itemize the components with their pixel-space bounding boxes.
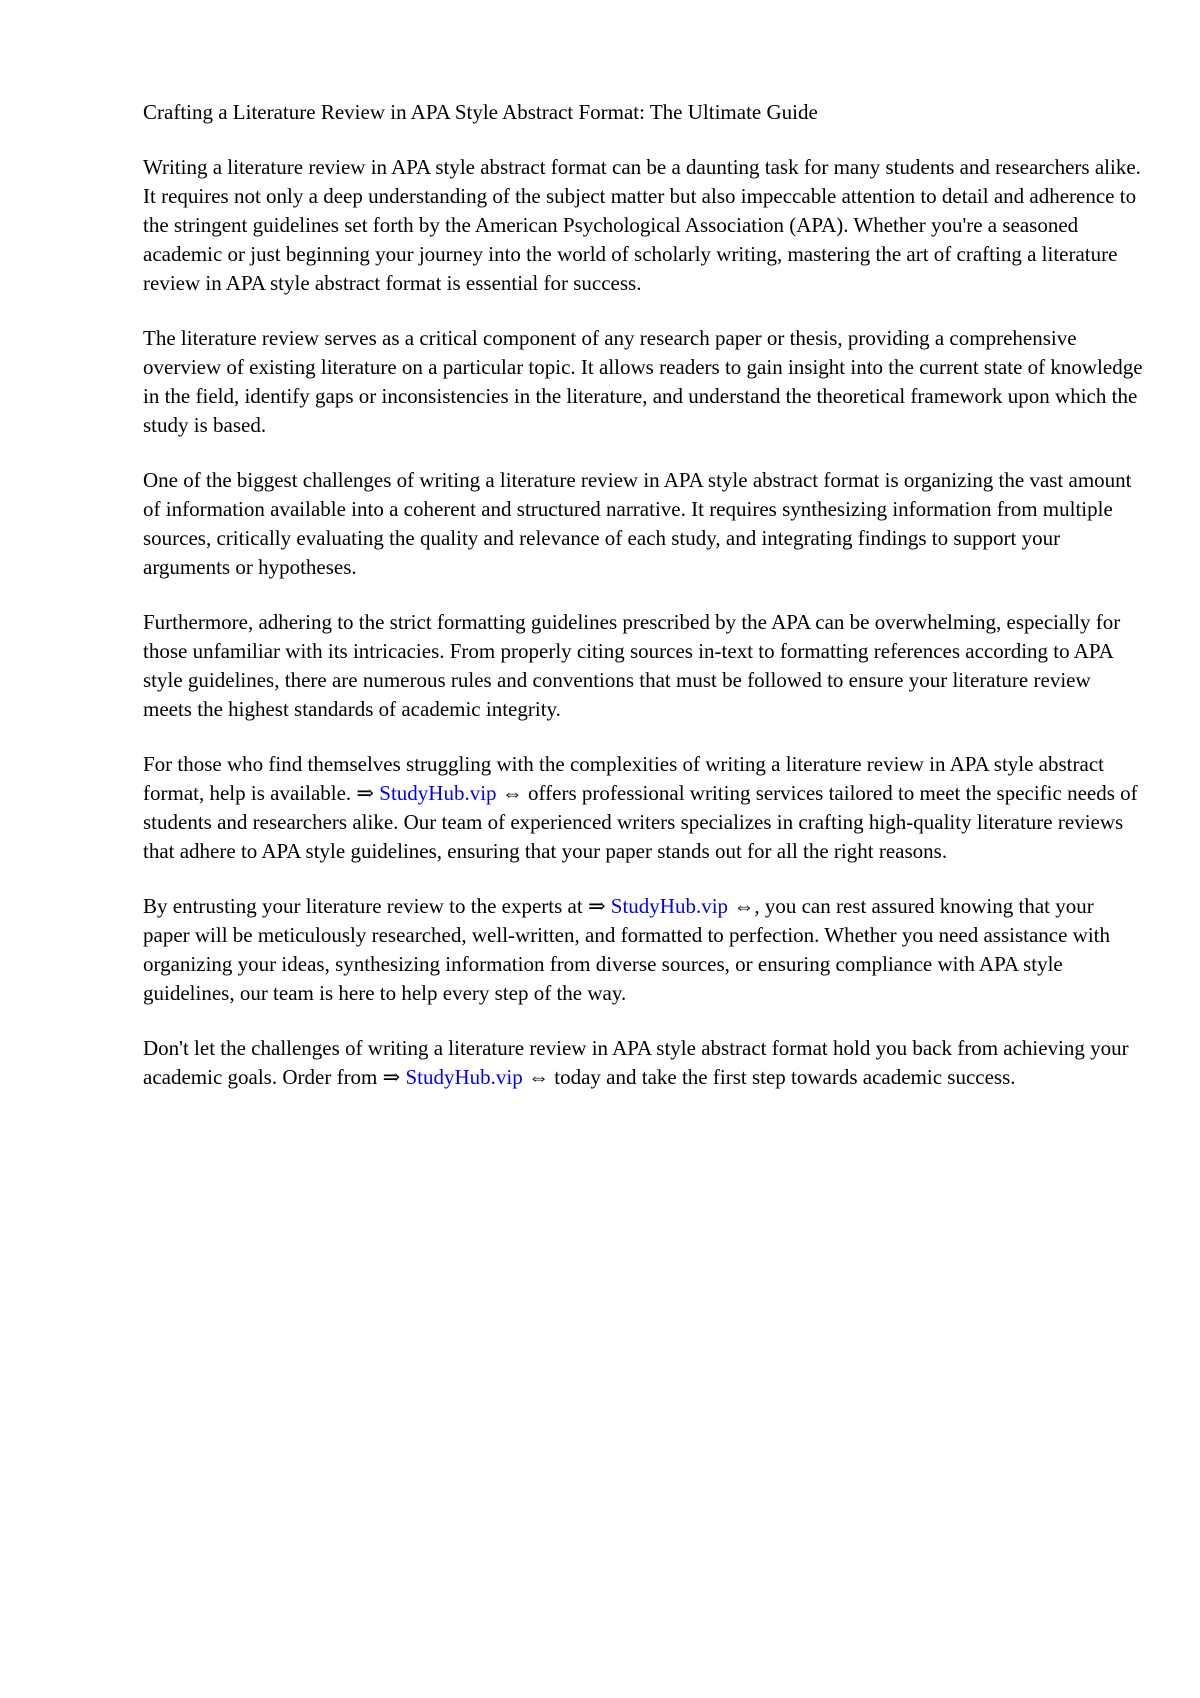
paragraph-help [143, 750, 1143, 866]
studyhub-link[interactable]: StudyHub.vip [405, 1065, 523, 1089]
paragraph-experts [143, 892, 1143, 1008]
paragraph-help-text-before: For those who find themselves struggling with the complexities of writing a literature review in APA style abstract format, help is available. ⇒ [143, 752, 1104, 805]
document-body [143, 98, 1143, 1118]
paragraph-help-text-after: ⇔ offers professional writing services tailored to meet the specific needs of students and researchers alike. Our team of experienced writers specializes in crafting high-quality literature reviews that adhere to APA style guidelines, ensuring that your paper stands out for all the right reasons. [143, 781, 1138, 863]
document-title: Crafting a Literature Review in APA Style Abstract Format: The Ultimate Guide [143, 100, 818, 124]
paragraph-experts-text-before: By entrusting your literature review to the experts at ⇒ [143, 894, 611, 918]
paragraph-closing-text-after: ⇔ today and take the first step towards academic success. [522, 1065, 1016, 1089]
paragraph-experts-text-after: ⇔, you can rest assured knowing that your paper will be meticulously researched, well-written, and formatted to perfection. Whether you need assistance with organizing your ideas, synthesizing information from diverse sources, or ensuring compliance with APA style guidelines, our team is here to help every step of the way. [143, 894, 1111, 1005]
paragraph-closing [143, 1034, 1143, 1092]
studyhub-link[interactable]: StudyHub.vip [379, 781, 497, 805]
paragraph-formatting: Furthermore, adhering to the strict formatting guidelines prescribed by the APA can be overwhelming, especially for those unfamiliar with its intricacies. From properly citing sources in-text to formatting references according to APA style guidelines, there are numerous rules and conventions that must be followed to ensure your literature review meets the highest standards of academic integrity. [143, 610, 1121, 721]
paragraph-intro: Writing a literature review in APA style abstract format can be a daunting task for many students and researchers alike. It requires not only a deep understanding of the subject matter but also impeccable attention to detail and adherence to the stringent guidelines set forth by the American Psychological Association (APA). Whether you're a seasoned academic or just beginning your journey into the world of scholarly writing, mastering the art of crafting a literature review in APA style abstract format is essential for success. [143, 155, 1141, 295]
paragraph-challenges: One of the biggest challenges of writing a literature review in APA style abstract format is organizing the vast amount of information available into a coherent and structured narrative. It requires synthesizing information from multiple sources, critically evaluating the quality and relevance of each study, and integrating findings to support your arguments or hypotheses. [143, 468, 1132, 579]
paragraph-closing-text-before: Don't let the challenges of writing a literature review in APA style abstract format hold you back from achieving your academic goals. Order from ⇒ [143, 1036, 1129, 1089]
paragraph-purpose: The literature review serves as a critical component of any research paper or thesis, providing a comprehensive overview of existing literature on a particular topic. It allows readers to gain insight into the current state of knowledge in the field, identify gaps or inconsistencies in the literature, and understand the theoretical framework upon which the study is based. [143, 326, 1143, 437]
studyhub-link[interactable]: StudyHub.vip [610, 894, 729, 918]
